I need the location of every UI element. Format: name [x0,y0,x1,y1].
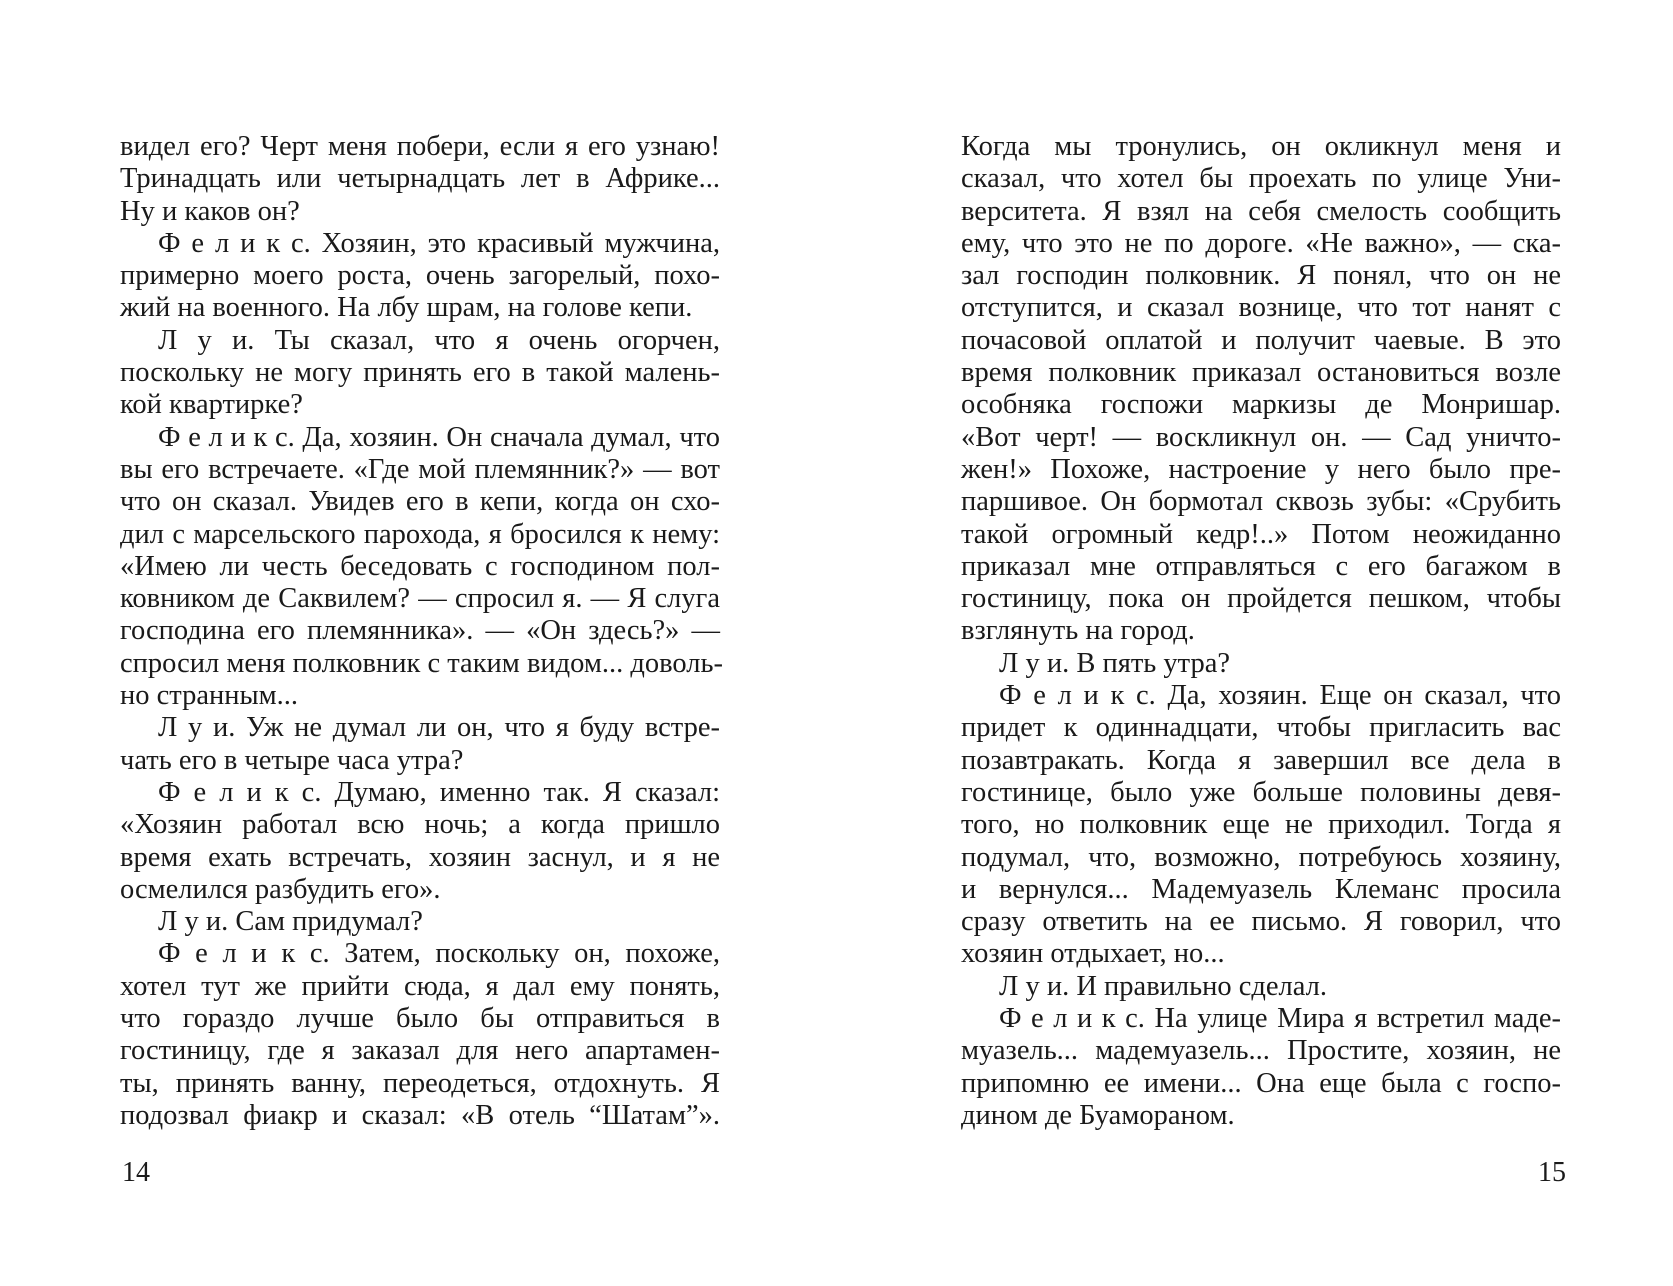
text-line: и вернулся... Мадемуазель Клеманс просила [961,873,1561,905]
text-line: господина его племянника». — «Он здесь?» — [120,615,720,647]
text-line: что он сказал. Увидев его в кепи, когда он схо- [120,486,720,518]
text-line: но странным... [120,680,299,712]
text-line: взглянуть на город. [961,615,1195,647]
dialogue-line-louis: Л у и. Уж не думал ли он, что я буду встре- [158,712,720,744]
text-line: хозяин отдыхает, но... [961,938,1225,970]
page-number-right: 15 [1538,1157,1566,1188]
text-line: жен!» Похоже, настроение у него было пре- [961,453,1561,485]
text-line: почасовой оплатой и получит чаевые. В это [961,324,1561,356]
text-line: верситета. Я взял на себя смелость сообщить [961,195,1561,227]
text-line: дил с марсельского парохода, я бросился к нему: [120,518,720,550]
text-line: время ехать встречать, хозяин заснул, и я не [120,841,720,873]
dialogue-line-felix: Ф е л и к с. Да, хозяин. Еще он сказал, что [999,680,1561,712]
text-line: муазель... мадемуазель... Простите, хозяин, не [961,1035,1561,1067]
right-page-text [961,131,1561,1132]
text-line: Тринадцать или четырнадцать лет в Африке... [120,163,720,195]
text-line: осмелился разбудить его». [120,873,441,905]
text-line: жий на военного. На лбу шрам, на голове кепи. [120,292,693,324]
text-line: такой огромный кедр!..» Потом неожиданно [961,518,1561,550]
text-line: зал господин полковник. Я понял, что он не [961,260,1561,292]
text-line: позавтракать. Когда я завершил все дела в [961,744,1561,776]
text-line: гостинице, было уже больше половины девя- [961,776,1561,808]
dialogue-line-felix: Ф е л и к с. Затем, поскольку он, похоже, [158,938,720,970]
text-line: время полковник приказал остановиться возле [961,357,1561,389]
text-line: припомню ее имени... Она еще была с госпо- [961,1067,1561,1099]
text-line: вы его встречаете. «Где мой племянник?» — вот [120,453,720,485]
text-line: ему, что это не по дороге. «Не важно», — ска- [961,227,1561,259]
text-line: ты, принять ванну, переодеться, отдохнуть. Я [120,1067,720,1099]
dialogue-line-felix: Ф е л и к с. Думаю, именно так. Я сказал: [158,776,720,808]
text-line: видел его? Черт меня побери, если я его узнаю! [120,131,720,162]
text-line: Когда мы тронулись, он окликнул меня и [961,131,1561,162]
text-line: особняка госпожи маркизы де Монришар. [961,389,1561,421]
text-line: «Имею ли честь беседовать с господином пол- [120,550,720,582]
text-line: ковником де Саквилем? — спросил я. — Я слуга [120,583,720,615]
dialogue-line-felix: Ф е л и к с. На улице Мира я встретил маде- [999,1003,1561,1035]
text-line: чать его в четыре часа утра? [120,744,464,776]
text-line: отступится, и сказал вознице, что тот нанят с [961,292,1561,324]
dialogue-line-felix: Ф е л и к с. Хозяин, это красивый мужчина, [158,227,720,259]
text-line: гостиницу, пока он пройдется пешком, чтобы [961,583,1561,615]
text-line: сказал, что хотел бы проехать по улице Уни- [961,163,1561,195]
dialogue-line-louis: Л у и. Сам придумал? [158,906,423,938]
text-line: гостиницу, где я заказал для него апартамен- [120,1035,720,1067]
left-page-text [120,131,723,1132]
text-line: придет к одиннадцати, чтобы пригласить вас [961,712,1561,744]
dialogue-line-louis: Л у и. Ты сказал, что я очень огорчен, [158,324,720,356]
text-line: паршивое. Он бормотал сквозь зубы: «Срубить [961,486,1561,518]
text-line: спросил меня полковник с таким видом... доволь- [120,647,723,679]
text-line: «Хозяин работал всю ночь; а когда пришло [120,809,720,841]
page-number-left: 14 [122,1157,150,1188]
text-line: «Вот черт! — воскликнул он. — Сад уничто- [961,421,1561,453]
text-line: кой квартирке? [120,389,303,421]
dialogue-line-louis: Л у и. И правильно сделал. [999,970,1328,1002]
text-line: сразу ответить на ее письмо. Я говорил, что [961,906,1561,938]
text-line: примерно моего роста, очень загорелый, похо- [120,260,720,292]
text-line: поскольку не могу принять его в такой малень- [120,357,720,389]
text-line: дином де Буамораном. [961,1099,1235,1131]
text-line: того, но полковник еще не приходил. Тогда я [961,809,1561,841]
text-line: приказал мне отправляться с его багажом в [961,550,1561,582]
text-line: подозвал фиакр и сказал: «В отель “Шатам”». [120,1099,720,1131]
text-line: подумал, что, возможно, потребуюсь хозяину, [961,841,1561,873]
text-line: хотел тут же прийти сюда, я дал ему понять, [120,970,720,1002]
text-line: что гораздо лучше было бы отправиться в [120,1003,720,1035]
dialogue-line-louis: Л у и. В пять утра? [999,647,1231,679]
dialogue-line-felix: Ф е л и к с. Да, хозяин. Он сначала думал, что [158,421,720,453]
text-line: Ну и каков он? [120,195,300,227]
